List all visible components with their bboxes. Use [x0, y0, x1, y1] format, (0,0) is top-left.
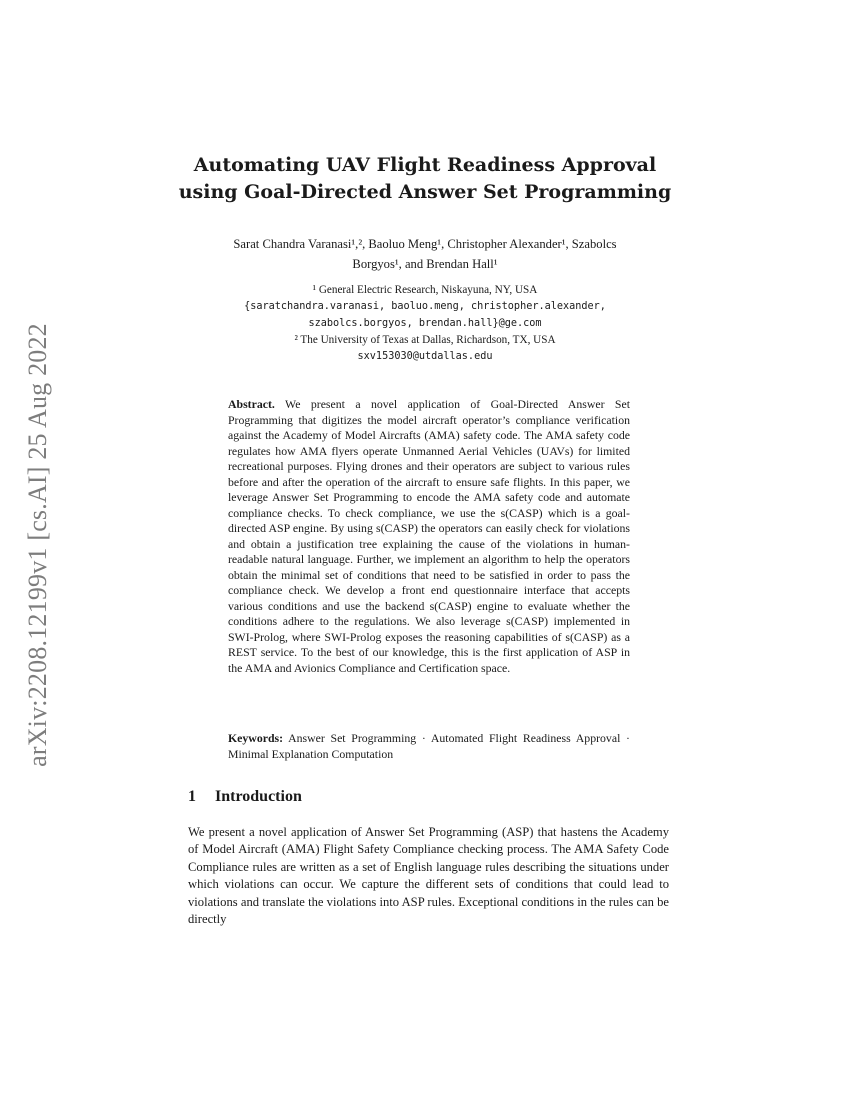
affiliation-ge: ¹ General Electric Research, Niskayuna, NY, USA	[312, 284, 538, 296]
abstract-text: We present a novel application of Goal-Directed Answer Set Programming that digitizes the model aircraft operator’s compliance verification against the Academy of Model Aircrafts (AMA) safety code. The AMA safety code regulates how AMA flyers operate Unmanned Aerial Vehicles (UAVs) for limited recreational purposes. Flying drones and their operators are subject to various rules before and after the operation of the aircraft to ensure safe flights. In this paper, we leverage Answer Set Programming to encode the AMA safety code and automate compliance checks. To check compliance, we use the s(CASP) which is a goal-directed ASP engine. By using s(CASP) the operators can easily check for violations and obtain a justification tree explaining the cause of the violations in human-readable natural language. Further, we implement an algorithm to help the operators obtain the minimal set of conditions that need to be satisfied in order to pass the compliance check. We develop a front end questionnaire interface that accepts various conditions and use the backend s(CASP) engine to evaluate whether the conditions adhere to the regulations. We also leverage s(CASP) implemented in SWI-Prolog, where SWI-Prolog exposes the reasoning capabilities of s(CASP) as a REST service. To the best of our knowledge, this is the first application of ASP in the AMA and Avionics Compliance and Certification space.	[228, 397, 630, 675]
title-line-2: using Goal-Directed Answer Set Programming	[178, 181, 672, 203]
introduction-paragraph: We present a novel application of Answer Set Programming (ASP) that hastens the Academy of Model Aircraft (AMA) Flight Safety Compliance checking process. The AMA Safety Code Compliance rules are written as a set of English language rules describing the situations under which violations can occur. We capture the different sets of conditions that could lead to violations and translate the violations into ASP rules. Exceptional conditions in the rules can be directly	[188, 825, 669, 927]
keywords-text: Answer Set Programming · Automated Flight Readiness Approval · Minimal Explanation Computation	[228, 731, 630, 761]
author-list	[180, 234, 670, 274]
section-title: Introduction	[215, 788, 302, 805]
authors-line-1: Sarat Chandra Varanasi¹,², Baoluo Meng¹, Christopher Alexander¹, Szabolcs	[233, 237, 617, 251]
arxiv-identifier: arXiv:2208.12199v1 [cs.AI] 25 Aug 2022	[23, 323, 52, 767]
affiliations	[200, 282, 650, 366]
utd-email: sxv153030@utdallas.edu	[357, 351, 493, 363]
paper-title	[150, 152, 700, 206]
title-line-1: Automating UAV Flight Readiness Approval	[193, 154, 657, 176]
authors-line-2: Borgyos¹, and Brendan Hall¹	[352, 257, 498, 271]
abstract-label: Abstract.	[228, 397, 275, 411]
arxiv-watermark	[18, 295, 58, 795]
keywords	[228, 731, 630, 762]
section-number: 1	[188, 788, 196, 805]
affiliation-utd: ² The University of Texas at Dallas, Richardson, TX, USA	[294, 334, 556, 347]
section-heading-introduction	[188, 788, 302, 806]
ge-emails-line-1: {saratchandra.varanasi, baoluo.meng, christopher.alexander,	[244, 300, 606, 312]
ge-emails-line-2: szabolcs.borgyos, brendan.hall}@ge.com	[308, 317, 542, 329]
keywords-label: Keywords:	[228, 731, 284, 745]
abstract	[228, 397, 630, 676]
